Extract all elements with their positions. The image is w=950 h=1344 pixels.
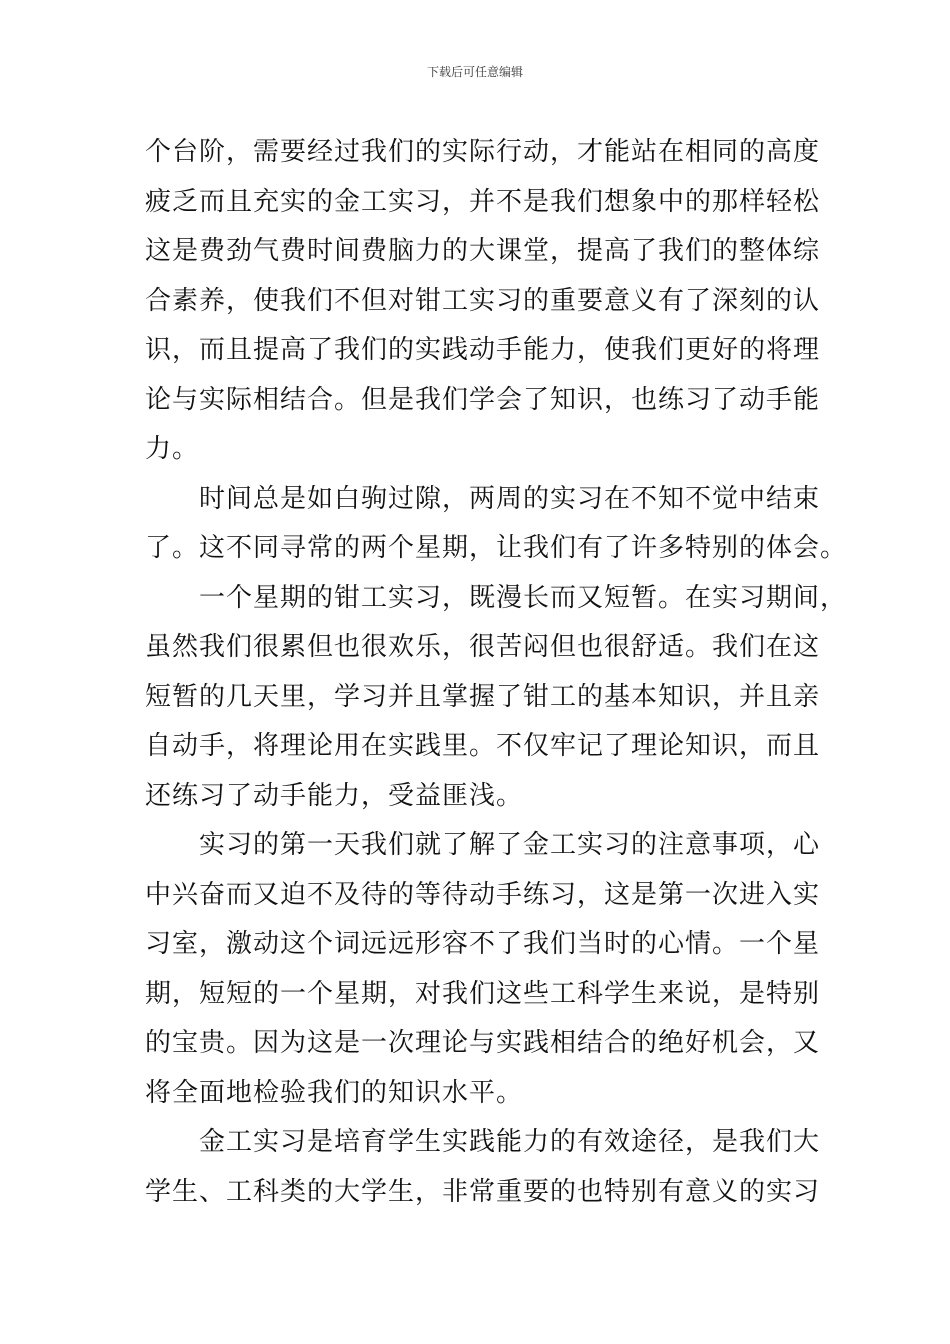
text-line: 将全面地检验我们的知识水平。: [145, 1077, 524, 1108]
text-line: 虽然我们很累但也很欢乐，很苦闷但也很舒适。我们在这: [145, 632, 821, 662]
text-line: 时间总是如白驹过隙，两周的实习在不知不觉中结束: [145, 483, 821, 514]
text-line: 疲乏而且充实的金工实习，并不是我们想象中的那样轻松: [145, 186, 821, 217]
page-header: 下载后可任意编辑: [426, 65, 523, 79]
text-line: 中兴奋而又迫不及待的等待动手练习，这是第一次进入实: [145, 879, 821, 910]
text-line: 论与实际相结合。但是我们学会了知识，也练习了动手能: [145, 384, 821, 415]
text-line: 学生、工科类的大学生，非常重要的也特别有意义的实习: [145, 1176, 821, 1207]
text-line: 一个星期的钳工实习，既漫长而又短暂。在实习期间，: [145, 582, 848, 613]
body-text: [145, 128, 848, 1217]
text-line: 期，短短的一个星期，对我们这些工科学生来说，是特别: [145, 978, 821, 1009]
text-line: 的宝贵。因为这是一次理论与实践相结合的绝好机会，又: [145, 1028, 821, 1058]
text-line: 金工实习是培育学生实践能力的有效途径，是我们大: [145, 1127, 821, 1157]
text-line: 力。: [145, 434, 200, 464]
text-line: 习室，激动这个词远远形容不了我们当时的心情。一个星: [145, 929, 821, 959]
text-line: 实习的第一天我们就了解了金工实习的注意事项，心: [145, 830, 821, 860]
text-line: 短暂的几天里，学习并且掌握了钳工的基本知识，并且亲: [145, 681, 821, 712]
text-line: 还练习了动手能力，受益匪浅。: [145, 780, 524, 811]
text-line: 自动手，将理论用在实践里。不仅牢记了理论知识，而且: [145, 731, 821, 761]
text-line: 个台阶，需要经过我们的实际行动，才能站在相同的高度: [145, 137, 821, 167]
text-line: 识，而且提高了我们的实践动手能力，使我们更好的将理: [145, 335, 821, 365]
text-line: 了。这不同寻常的两个星期，让我们有了许多特别的体会。: [145, 533, 848, 563]
text-line: 合素养，使我们不但对钳工实习的重要意义有了深刻的认: [145, 285, 821, 316]
text-line: 这是费劲气费时间费脑力的大课堂，提高了我们的整体综: [145, 236, 821, 266]
